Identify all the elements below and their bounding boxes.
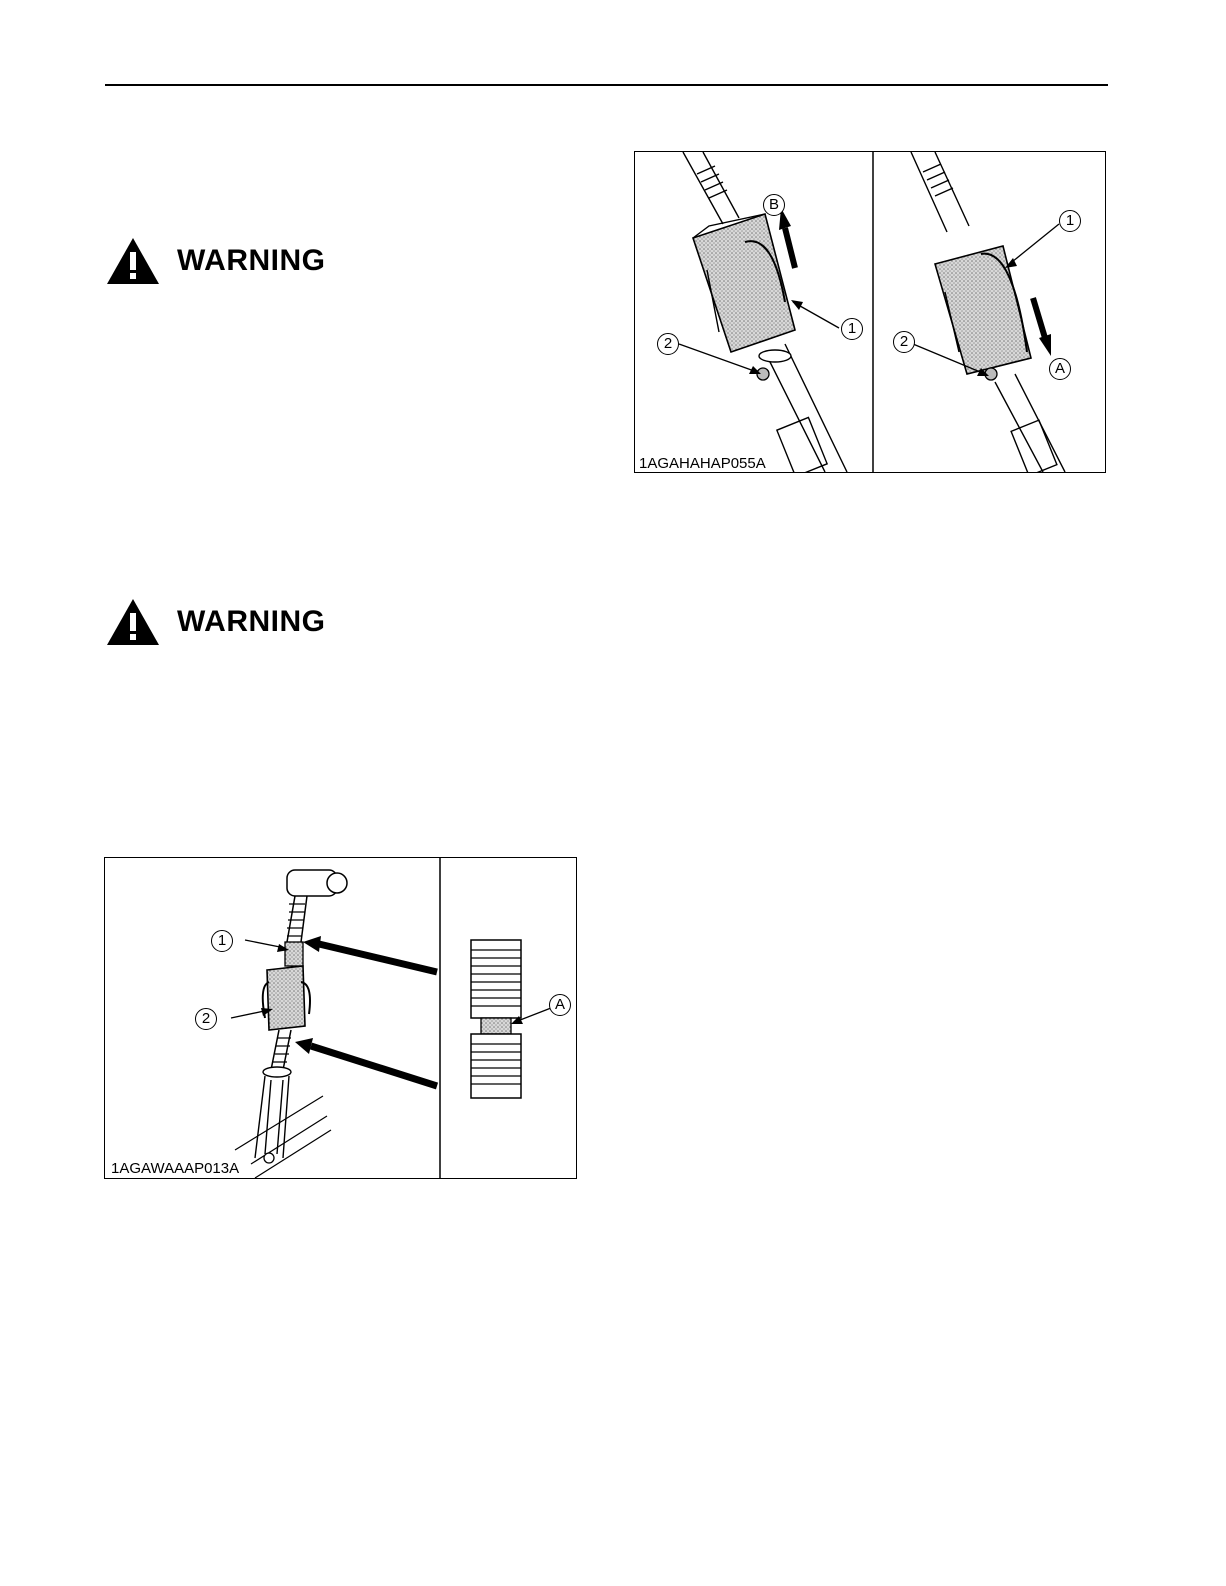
turnbuckle-lock-figure	[634, 151, 1106, 473]
callout-1: 1	[1059, 210, 1081, 232]
warning-triangle-icon	[105, 236, 161, 286]
warning-heading-1	[105, 236, 326, 286]
callout-2: 2	[657, 333, 679, 355]
figure-code: 1AGAWAAAP013A	[111, 1160, 240, 1177]
callout-a: A	[549, 994, 571, 1016]
top-link-illustration	[105, 858, 576, 1178]
warning-heading-2	[105, 597, 326, 647]
callout-b: B	[763, 194, 785, 216]
callout-2: 2	[195, 1008, 217, 1030]
callout-1: 1	[841, 318, 863, 340]
warning-label: WARNING	[177, 605, 326, 638]
callout-a: A	[1049, 358, 1071, 380]
warning-label: WARNING	[177, 244, 326, 277]
header-rule	[105, 84, 1108, 86]
top-link-figure	[104, 857, 577, 1179]
callout-2: 2	[893, 331, 915, 353]
figure-code: 1AGAHAHAP055A	[639, 455, 766, 472]
turnbuckle-lock-illustration	[635, 152, 1105, 472]
warning-triangle-icon	[105, 597, 161, 647]
callout-1: 1	[211, 930, 233, 952]
